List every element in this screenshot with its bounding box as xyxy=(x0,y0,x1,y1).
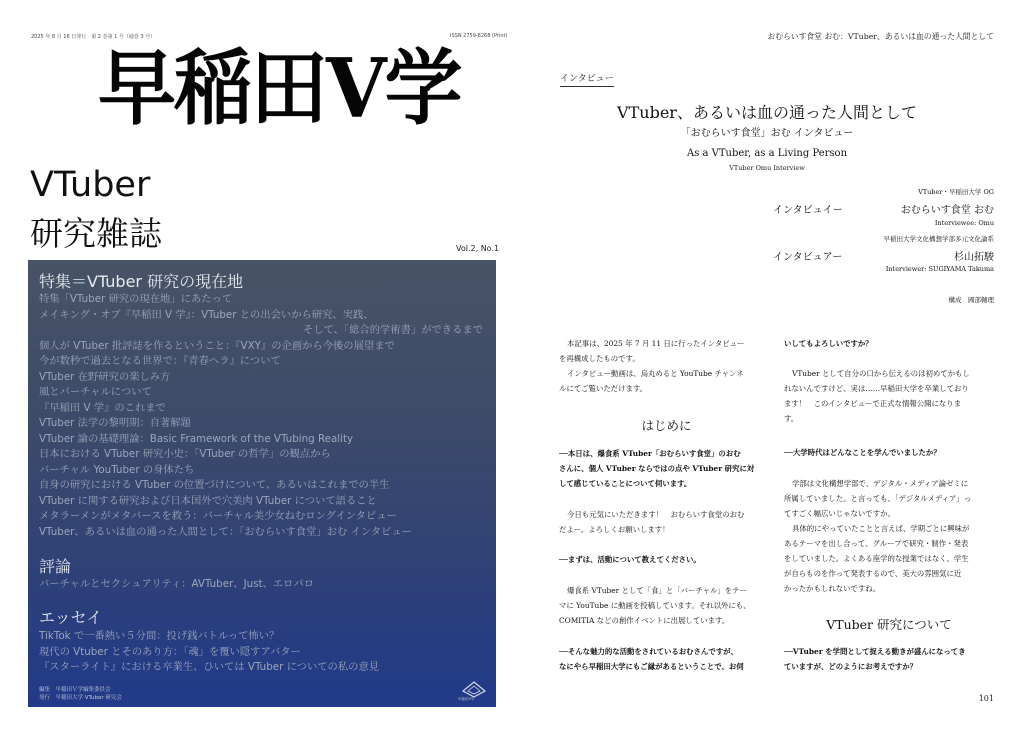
toc-item: VTuber 在野研究の楽しみ方 xyxy=(39,371,171,383)
toc-section-heading: 評論 xyxy=(39,557,72,576)
issue-date: 2025 年 8 月 16 日発行 第 2 巻第 1 号（通巻 3 号） xyxy=(31,34,156,40)
answer-text: COMITIA などの創作イベントに出展しています。 xyxy=(559,616,730,625)
toc-item: メタラーメンがメタバースを救う：バーチャル美少女ねむロングインタビュー xyxy=(39,510,397,522)
interviewer-affiliation: 早稲田大学文化構想学部多元文化論系 xyxy=(883,235,994,243)
toc-item: バーチャルとセクシュアリティ：AVTuber、Just、エロパロ xyxy=(39,578,315,590)
toc-item: VTuber、あるいは血の通った人間として：「おむらいす食堂」おむ インタビュー xyxy=(39,526,412,538)
toc-item: TikTok で一番熱い５分間：投げ銭バトルって怖い？ xyxy=(39,630,280,642)
answer-text: が自らものを作って発表するので、美大の雰囲気に近 xyxy=(784,569,962,578)
question-text: なにやら早稲田大学にもご縁があるということで、お伺 xyxy=(559,662,744,671)
publisher-issuer: 発行 早稲田大学 VTuber 研究会 xyxy=(39,695,122,701)
question-text: して感じていることについて伺います。 xyxy=(559,479,692,488)
answer-text: VTuber として自分の口から伝えるのは初めてかもし xyxy=(792,369,970,378)
answer-text: す。 xyxy=(784,414,799,423)
cover-subtitle-line2: 研究雑誌 xyxy=(30,214,162,253)
article-category: インタビュー xyxy=(560,71,614,87)
toc-section-heading: 特集＝VTuber 研究の現在地 xyxy=(39,272,244,291)
interviewee-name: おむらいす食堂 おむ xyxy=(900,205,994,216)
interviewer-en: Interviewer: SUGIYAMA Takuma xyxy=(885,265,994,273)
interviewer-role: インタビュアー xyxy=(773,252,843,263)
section-title: VTuber 研究について xyxy=(826,617,952,632)
answer-text: をしていました。よくある座学的な授業ではなく、学生 xyxy=(784,554,969,563)
question-text: ──大学時代はどんなことを学んでいましたか？ xyxy=(784,448,941,457)
section-title: はじめに xyxy=(641,418,692,433)
toc-item: 個人が VTuber 批評誌を作るということ：『VXY』の企画から今後の展望まで xyxy=(39,340,395,352)
publisher-editor: 編集 早稲田Ｖ学編集委員会 xyxy=(39,687,111,693)
question-text: いしてもよろしいですか？ xyxy=(784,339,873,348)
toc-item: VTuber に関する研究および日本国外で穴美肉 VTuber について語ること xyxy=(39,495,377,507)
answer-text: あるテーマを出し合って、グループで研究・制作・発表 xyxy=(784,539,969,548)
answer-text: 今日も元気にいただきます！ おむらいす食堂のおむ xyxy=(567,510,745,519)
page-number: 101 xyxy=(978,694,994,703)
question-text: ──本日は、爆食系 VTuber「おむらいす食堂」のおむ xyxy=(559,449,741,458)
volume-number: Vol.2, No.1 xyxy=(456,244,500,253)
table-of-contents xyxy=(28,260,496,707)
question-text: ──まずは、活動について教えてください。 xyxy=(559,555,701,564)
toc-item: 自身の研究における VTuber の位置づけについて、あるいはこれまでの半生 xyxy=(39,479,390,491)
toc-item: バーチャル YouTuber の身体たち xyxy=(39,464,195,476)
question-text: さんに、個人 VTuber ならではの点や VTuber 研究に対 xyxy=(559,464,755,473)
toc-item: 今が数秒で過去となる世界で：『青春ヘラ』について xyxy=(39,355,281,367)
interviewer-name: 杉山拓駿 xyxy=(954,252,994,263)
intro-text: インタビュー動画は、烏丸めると YouTube チャンネ xyxy=(567,369,744,378)
intro-text: 本記事は、2025 年 7 月 11 日に行ったインタビュー xyxy=(567,339,745,348)
toc-section-heading: エッセイ xyxy=(39,608,103,627)
answer-text: かったかもしれないですね。 xyxy=(784,584,881,593)
toc-item: 『早稲田 V 学』のこれまで xyxy=(39,402,166,414)
publisher-logo-text: 早稲田V学 xyxy=(458,697,475,701)
question-text: ていますが、どのようにお考えですか？ xyxy=(784,662,918,671)
article-title: VTuber、あるいは血の通った人間として xyxy=(617,103,917,122)
intro-text: ルにてご覧いただけます。 xyxy=(559,384,648,393)
article-title-en: As a VTuber, as a Living Person xyxy=(686,148,848,159)
article-page xyxy=(511,0,1023,732)
interviewee-affiliation: VTuber・早稲田大学 OG xyxy=(918,188,994,196)
article-subtitle-en: VTuber Omu Interview xyxy=(729,164,805,172)
masthead-title: 早稲田V学 xyxy=(98,40,461,137)
toc-item: 特集「VTuber 研究の現在地」にあたって xyxy=(39,293,233,305)
cover-subtitle-line1: VTuber xyxy=(30,165,151,205)
toc-item: VTuber 論の基礎理論：Basic Framework of the VTubing Reality xyxy=(39,433,354,445)
composition-credit: 構成 國部輔理 xyxy=(948,296,994,304)
answer-text: 学部は文化構想学部で、デジタル・メディア論ゼミに xyxy=(792,479,969,488)
toc-item: 『スターライト』における卒業生、ひいては VTuber についての私の意見 xyxy=(39,661,380,673)
toc-item: 風とバーチャルについて xyxy=(39,386,152,398)
toc-item: 現代の Vtuber とそのあり方：「魂」を覆い隠すアバター xyxy=(39,646,301,658)
toc-item: 日本における VTuber 研究小史：「VTuber の哲学」の観点から xyxy=(39,448,331,460)
issn: ISSN 2759-8268 (Print) xyxy=(450,33,508,39)
answer-text: れないんですけど、実は……早稲田大学を卒業しており xyxy=(784,384,969,393)
toc-item: VTuber 法学の黎明期：自著解題 xyxy=(39,417,191,429)
running-head: おむらいす食堂 おむ：VTuber、あるいは血の通った人間として xyxy=(767,32,994,41)
intro-text: を再構成したものです。 xyxy=(559,354,640,363)
interviewee-role: インタビュイー xyxy=(773,205,843,216)
article-subtitle: 「おむらいす食堂」おむ インタビュー xyxy=(680,128,854,139)
question-text: ──VTuber を学問として捉える動きが盛んになってき xyxy=(784,647,966,656)
answer-text: ます！ このインタビューで正式な情報公開になりま xyxy=(784,399,962,408)
answer-text: 爆食系 VTuber として「食」と「バーチャル」をテー xyxy=(567,586,747,595)
question-text: ──そんな魅力的な活動をされているおむさんですが、 xyxy=(559,647,738,656)
answer-text: てすごく幅広いじゃないですか。 xyxy=(784,509,895,518)
toc-item: メイキング・オブ『早稲田 V 学』：VTuber との出会いから研究、実践、 xyxy=(39,309,374,321)
magazine-cover xyxy=(0,0,511,732)
toc-item: そして、「総合的学術書」ができるまで xyxy=(303,324,483,336)
answer-text: 所属していました。と言っても、「デジタルメディア」っ xyxy=(784,494,972,503)
answer-text: 具体的にやっていたことと言えば、学期ごとに興味が xyxy=(792,524,970,533)
answer-text: だよー。よろしくお願いします！ xyxy=(559,525,670,534)
answer-text: マに YouTube に動画を投稿しています。それ以外にも、 xyxy=(559,601,751,610)
interviewee-en: Interviewee: Omu xyxy=(934,219,994,227)
